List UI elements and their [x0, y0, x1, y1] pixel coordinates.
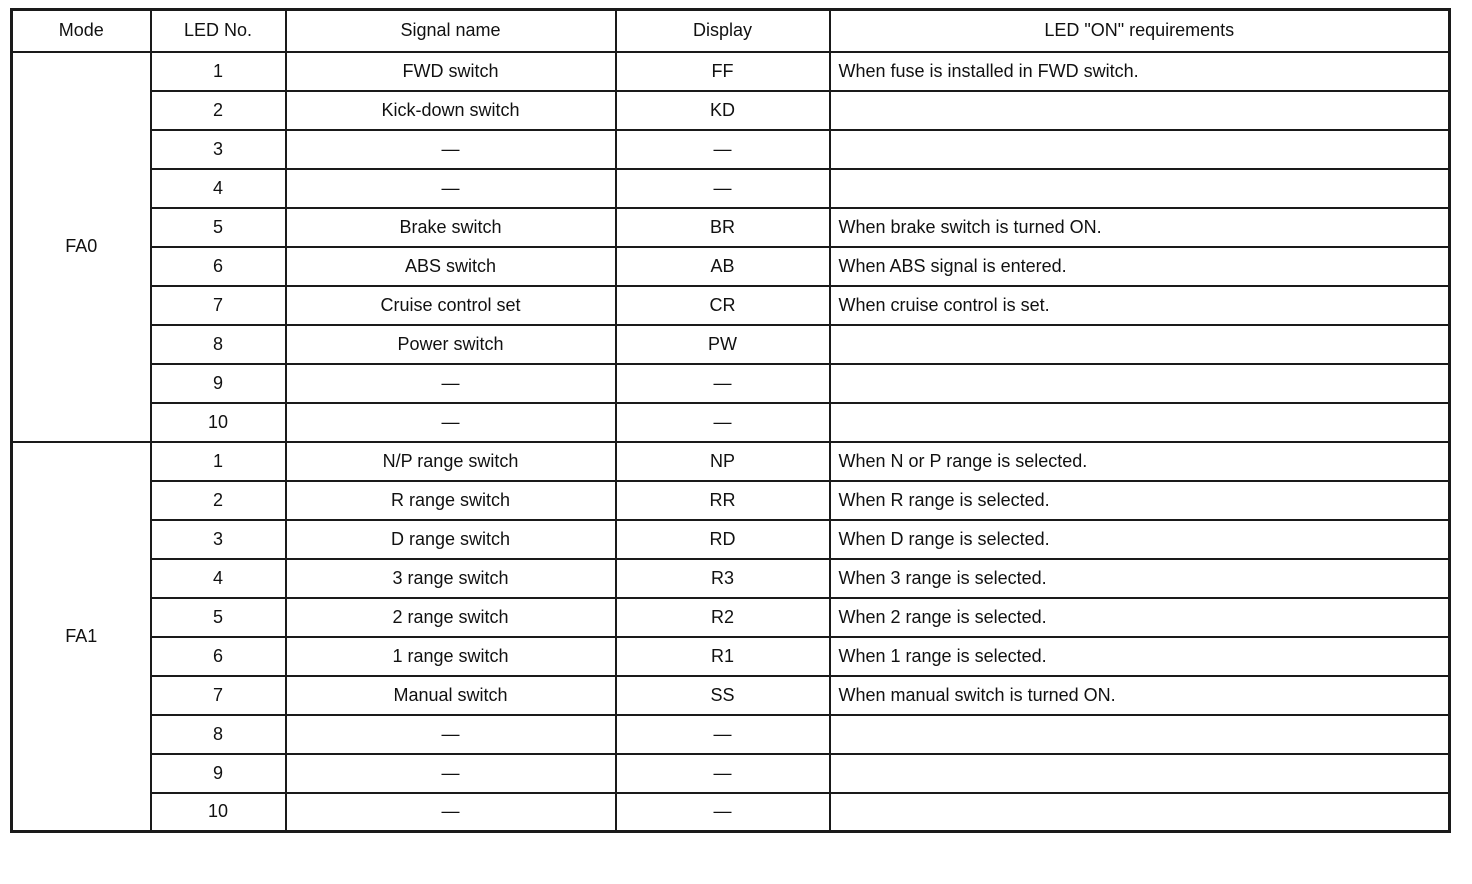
table-row [12, 793, 1450, 832]
table-row [12, 286, 1450, 325]
display-cell: R1 [616, 637, 830, 676]
requirement-cell: When ABS signal is entered. [830, 247, 1450, 286]
led-number-cell: 7 [151, 676, 286, 715]
requirement-cell: When fuse is installed in FWD switch. [830, 52, 1450, 91]
led-number-cell: 5 [151, 598, 286, 637]
signal-name-cell: — [286, 793, 616, 832]
header-display: Display [616, 10, 830, 52]
requirement-cell [830, 364, 1450, 403]
led-number-cell: 10 [151, 793, 286, 832]
display-cell: AB [616, 247, 830, 286]
table-row [12, 91, 1450, 130]
table-row [12, 481, 1450, 520]
signal-name-cell: 1 range switch [286, 637, 616, 676]
table-row [12, 52, 1450, 91]
led-number-cell: 7 [151, 286, 286, 325]
requirement-cell [830, 169, 1450, 208]
display-cell: — [616, 754, 830, 793]
table-row [12, 754, 1450, 793]
display-cell: R3 [616, 559, 830, 598]
led-number-cell: 5 [151, 208, 286, 247]
requirement-cell [830, 325, 1450, 364]
signal-name-cell: Manual switch [286, 676, 616, 715]
display-cell: BR [616, 208, 830, 247]
header-signal-name: Signal name [286, 10, 616, 52]
display-cell: CR [616, 286, 830, 325]
table-row [12, 637, 1450, 676]
display-cell: FF [616, 52, 830, 91]
display-cell: — [616, 793, 830, 832]
led-number-cell: 8 [151, 325, 286, 364]
display-cell: — [616, 169, 830, 208]
header-led-no: LED No. [151, 10, 286, 52]
requirement-cell [830, 715, 1450, 754]
signal-name-cell: D range switch [286, 520, 616, 559]
display-cell: RD [616, 520, 830, 559]
header-requirements: LED "ON" requirements [830, 10, 1450, 52]
led-number-cell: 1 [151, 52, 286, 91]
signal-name-cell: Power switch [286, 325, 616, 364]
signal-name-cell: — [286, 715, 616, 754]
table-row [12, 520, 1450, 559]
signal-name-cell: 2 range switch [286, 598, 616, 637]
display-cell: PW [616, 325, 830, 364]
led-number-cell: 8 [151, 715, 286, 754]
signal-name-cell: — [286, 403, 616, 442]
table-header [12, 10, 1450, 52]
header-row [12, 10, 1450, 52]
display-cell: — [616, 130, 830, 169]
display-cell: SS [616, 676, 830, 715]
requirement-cell [830, 91, 1450, 130]
table-row [12, 559, 1450, 598]
display-cell: — [616, 364, 830, 403]
display-cell: — [616, 403, 830, 442]
led-number-cell: 4 [151, 169, 286, 208]
requirement-cell [830, 754, 1450, 793]
table-row [12, 715, 1450, 754]
display-cell: R2 [616, 598, 830, 637]
led-number-cell: 6 [151, 247, 286, 286]
table-body [12, 52, 1450, 832]
header-mode: Mode [12, 10, 151, 52]
signal-name-cell: Brake switch [286, 208, 616, 247]
signal-name-cell: Cruise control set [286, 286, 616, 325]
table-row [12, 169, 1450, 208]
table-row [12, 598, 1450, 637]
requirement-cell: When cruise control is set. [830, 286, 1450, 325]
led-number-cell: 9 [151, 754, 286, 793]
signal-name-cell: Kick-down switch [286, 91, 616, 130]
requirement-cell: When 1 range is selected. [830, 637, 1450, 676]
signal-name-cell: — [286, 130, 616, 169]
signal-name-cell: 3 range switch [286, 559, 616, 598]
table-row [12, 208, 1450, 247]
led-number-cell: 1 [151, 442, 286, 481]
table-row [12, 325, 1450, 364]
requirement-cell [830, 130, 1450, 169]
signal-name-cell: — [286, 169, 616, 208]
requirement-cell [830, 403, 1450, 442]
signal-name-cell: N/P range switch [286, 442, 616, 481]
led-number-cell: 9 [151, 364, 286, 403]
table-row [12, 364, 1450, 403]
led-number-cell: 3 [151, 130, 286, 169]
led-number-cell: 2 [151, 481, 286, 520]
requirement-cell: When brake switch is turned ON. [830, 208, 1450, 247]
led-number-cell: 2 [151, 91, 286, 130]
signal-name-cell: ABS switch [286, 247, 616, 286]
requirement-cell: When 2 range is selected. [830, 598, 1450, 637]
signal-name-cell: — [286, 364, 616, 403]
table-row [12, 442, 1450, 481]
led-number-cell: 6 [151, 637, 286, 676]
led-number-cell: 4 [151, 559, 286, 598]
requirement-cell: When 3 range is selected. [830, 559, 1450, 598]
display-cell: NP [616, 442, 830, 481]
table-row [12, 130, 1450, 169]
requirement-cell: When D range is selected. [830, 520, 1450, 559]
display-cell: — [616, 715, 830, 754]
led-number-cell: 3 [151, 520, 286, 559]
led-number-cell: 10 [151, 403, 286, 442]
display-cell: KD [616, 91, 830, 130]
table-row [12, 403, 1450, 442]
table-row [12, 247, 1450, 286]
table-row [12, 676, 1450, 715]
signal-name-cell: R range switch [286, 481, 616, 520]
led-signal-table [10, 8, 1451, 833]
mode-cell: FA1 [12, 442, 151, 832]
requirement-cell: When manual switch is turned ON. [830, 676, 1450, 715]
requirement-cell: When N or P range is selected. [830, 442, 1450, 481]
requirement-cell [830, 793, 1450, 832]
signal-name-cell: — [286, 754, 616, 793]
signal-name-cell: FWD switch [286, 52, 616, 91]
display-cell: RR [616, 481, 830, 520]
requirement-cell: When R range is selected. [830, 481, 1450, 520]
mode-cell: FA0 [12, 52, 151, 442]
